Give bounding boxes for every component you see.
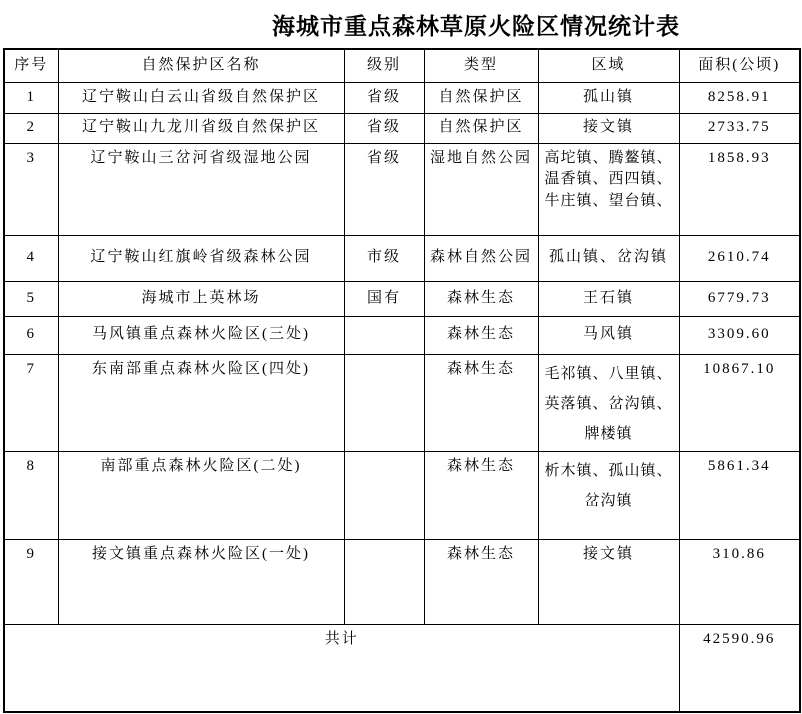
cell-area: 2610.74 — [679, 235, 800, 281]
total-label: 共计 — [4, 624, 679, 712]
cell-type: 森林生态 — [424, 316, 538, 354]
cell-region: 马风镇 — [538, 316, 679, 354]
cell-type: 森林生态 — [424, 451, 538, 539]
cell-serial: 3 — [4, 143, 58, 235]
table-row — [4, 143, 800, 235]
col-header-name: 自然保护区名称 — [58, 49, 344, 82]
cell-level — [344, 316, 424, 354]
cell-serial: 7 — [4, 354, 58, 451]
page-title: 海城市重点森林草原火险区情况统计表 — [272, 12, 680, 39]
fire-danger-statistics-table — [3, 48, 801, 713]
cell-level: 市级 — [344, 235, 424, 281]
cell-serial: 2 — [4, 113, 58, 143]
table-row — [4, 539, 800, 624]
cell-level: 省级 — [344, 82, 424, 113]
cell-area: 8258.91 — [679, 82, 800, 113]
table-row — [4, 281, 800, 316]
col-header-serial: 序号 — [4, 49, 58, 82]
table-row — [4, 354, 800, 451]
cell-type: 森林生态 — [424, 354, 538, 451]
table-row — [4, 235, 800, 281]
cell-serial: 1 — [4, 82, 58, 113]
col-header-level: 级别 — [344, 49, 424, 82]
cell-level — [344, 539, 424, 624]
col-header-region: 区域 — [538, 49, 679, 82]
cell-type: 湿地自然公园 — [424, 143, 538, 235]
cell-name: 接文镇重点森林火险区(一处) — [58, 539, 344, 624]
cell-area: 3309.60 — [679, 316, 800, 354]
cell-name: 海城市上英林场 — [58, 281, 344, 316]
cell-name: 辽宁鞍山九龙川省级自然保护区 — [58, 113, 344, 143]
cell-level — [344, 451, 424, 539]
table-row — [4, 113, 800, 143]
cell-type: 森林生态 — [424, 281, 538, 316]
cell-region: 王石镇 — [538, 281, 679, 316]
cell-level: 国有 — [344, 281, 424, 316]
cell-type: 森林生态 — [424, 539, 538, 624]
cell-area: 10867.10 — [679, 354, 800, 451]
cell-serial: 8 — [4, 451, 58, 539]
col-header-area: 面积(公顷) — [679, 49, 800, 82]
cell-name: 辽宁鞍山白云山省级自然保护区 — [58, 82, 344, 113]
cell-name: 南部重点森林火险区(二处) — [58, 451, 344, 539]
cell-name: 东南部重点森林火险区(四处) — [58, 354, 344, 451]
cell-serial: 9 — [4, 539, 58, 624]
cell-area: 2733.75 — [679, 113, 800, 143]
col-header-type: 类型 — [424, 49, 538, 82]
cell-region: 接文镇 — [538, 539, 679, 624]
cell-area: 310.86 — [679, 539, 800, 624]
cell-level: 省级 — [344, 113, 424, 143]
table-row — [4, 316, 800, 354]
cell-region: 毛祁镇、八里镇、英落镇、岔沟镇、牌楼镇 — [538, 354, 679, 451]
table-row — [4, 451, 800, 539]
total-area: 42590.96 — [679, 624, 800, 712]
cell-type: 自然保护区 — [424, 113, 538, 143]
table-header-row — [4, 49, 800, 82]
cell-area: 6779.73 — [679, 281, 800, 316]
table-total-row — [4, 624, 800, 712]
cell-area: 1858.93 — [679, 143, 800, 235]
cell-serial: 6 — [4, 316, 58, 354]
cell-region: 孤山镇 — [538, 82, 679, 113]
cell-region: 高坨镇、腾鳌镇、温香镇、西四镇、牛庄镇、望台镇、 — [538, 143, 679, 235]
cell-region: 孤山镇、岔沟镇 — [538, 235, 679, 281]
cell-type: 森林自然公园 — [424, 235, 538, 281]
cell-name: 马风镇重点森林火险区(三处) — [58, 316, 344, 354]
cell-level: 省级 — [344, 143, 424, 235]
cell-name: 辽宁鞍山红旗岭省级森林公园 — [58, 235, 344, 281]
cell-area: 5861.34 — [679, 451, 800, 539]
table-row — [4, 82, 800, 113]
cell-region: 析木镇、孤山镇、岔沟镇 — [538, 451, 679, 539]
cell-type: 自然保护区 — [424, 82, 538, 113]
cell-name: 辽宁鞍山三岔河省级湿地公园 — [58, 143, 344, 235]
cell-serial: 5 — [4, 281, 58, 316]
cell-serial: 4 — [4, 235, 58, 281]
cell-level — [344, 354, 424, 451]
cell-region: 接文镇 — [538, 113, 679, 143]
